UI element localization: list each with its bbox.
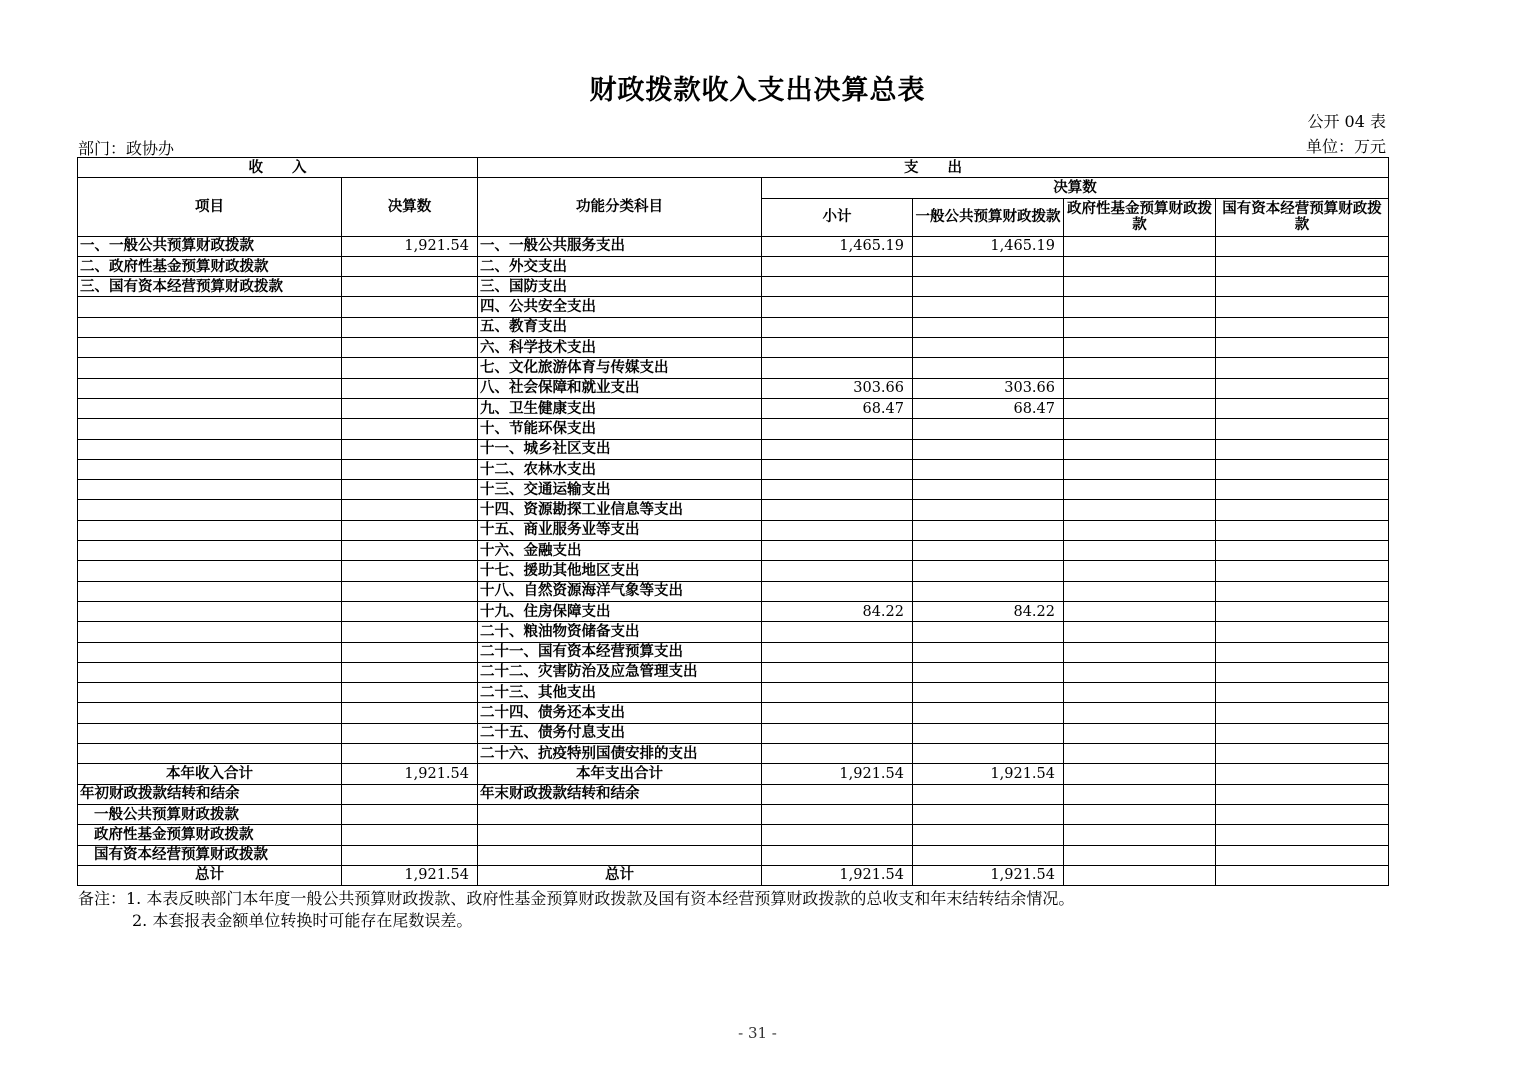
income-amount-cell: [342, 520, 478, 540]
table-row: [78, 480, 1389, 500]
income-amount-cell: [342, 784, 478, 804]
func-class-header: 功能分类科目: [478, 178, 762, 236]
income-item-cell: 国有资本经营预算财政拨款: [78, 845, 342, 865]
income-item-cell: [78, 398, 342, 418]
subtotal-cell: [762, 845, 913, 865]
income-amount-cell: [342, 845, 478, 865]
table-row: [78, 581, 1389, 601]
income-item-cell: [78, 622, 342, 642]
subtotal-cell: 1,921.54: [762, 865, 913, 885]
general-budget-cell: [913, 622, 1064, 642]
gov-fund-cell: [1064, 642, 1216, 662]
expense-item-cell: 十二、农林水支出: [478, 459, 762, 479]
income-amount-cell: [342, 317, 478, 337]
state-capital-cell: [1216, 642, 1389, 662]
table-row: [78, 703, 1389, 723]
income-amount-cell: [342, 256, 478, 276]
subtotal-cell: [762, 541, 913, 561]
expense-item-cell: 三、国防支出: [478, 277, 762, 297]
general-budget-cell: 1,465.19: [913, 236, 1064, 256]
gov-fund-cell: [1064, 236, 1216, 256]
final-accounts-table: [77, 157, 1389, 886]
state-capital-cell: [1216, 703, 1389, 723]
state-capital-cell: [1216, 784, 1389, 804]
expense-item-cell: 二、外交支出: [478, 256, 762, 276]
income-item-cell: [78, 419, 342, 439]
gov-fund-cell: [1064, 662, 1216, 682]
subtotal-cell: [762, 825, 913, 845]
subtotal-cell: [762, 480, 913, 500]
income-item-cell: [78, 317, 342, 337]
state-capital-cell: [1216, 480, 1389, 500]
income-header: 收 入: [78, 158, 478, 178]
state-capital-cell: [1216, 277, 1389, 297]
income-amount-cell: [342, 358, 478, 378]
subtotal-cell: [762, 459, 913, 479]
income-amount-cell: [342, 500, 478, 520]
income-amount-cell: [342, 561, 478, 581]
expense-item-cell: 一、一般公共服务支出: [478, 236, 762, 256]
gov-fund-cell: [1064, 480, 1216, 500]
income-item-cell: [78, 561, 342, 581]
state-capital-cell: [1216, 439, 1389, 459]
income-amount-cell: [342, 703, 478, 723]
income-item-cell: 三、国有资本经营预算财政拨款: [78, 277, 342, 297]
notes: [78, 888, 1074, 932]
subtotal-header: 小计: [762, 198, 913, 236]
expense-item-cell: 二十一、国有资本经营预算支出: [478, 642, 762, 662]
expense-item-cell: 年末财政拨款结转和结余: [478, 784, 762, 804]
income-item-cell: [78, 520, 342, 540]
state-capital-cell: [1216, 297, 1389, 317]
income-item-cell: [78, 459, 342, 479]
gov-fund-cell: [1064, 358, 1216, 378]
subtotal-cell: [762, 703, 913, 723]
general-budget-cell: [913, 480, 1064, 500]
table-row: [78, 236, 1389, 256]
gov-fund-cell: [1064, 601, 1216, 621]
subtotal-cell: [762, 297, 913, 317]
general-budget-cell: [913, 358, 1064, 378]
subtotal-cell: [762, 683, 913, 703]
expense-item-cell: 十九、住房保障支出: [478, 601, 762, 621]
expense-item-cell: 九、卫生健康支出: [478, 398, 762, 418]
gov-fund-cell: [1064, 845, 1216, 865]
expense-item-cell: 五、教育支出: [478, 317, 762, 337]
gov-fund-cell: [1064, 439, 1216, 459]
gov-fund-cell: [1064, 419, 1216, 439]
income-amount-cell: [342, 459, 478, 479]
carry-row: [78, 825, 1389, 845]
general-budget-cell: [913, 804, 1064, 824]
income-amount-cell: [342, 601, 478, 621]
table-row: [78, 277, 1389, 297]
gov-fund-cell: [1064, 703, 1216, 723]
table-row: [78, 378, 1389, 398]
expense-item-cell: 十一、城乡社区支出: [478, 439, 762, 459]
table-row: [78, 662, 1389, 682]
general-budget-cell: [913, 642, 1064, 662]
expense-item-cell: 六、科学技术支出: [478, 338, 762, 358]
amount-header: 决算数: [342, 178, 478, 236]
gov-fund-cell: [1064, 378, 1216, 398]
page-title: 财政拨款收入支出决算总表: [589, 75, 926, 106]
income-amount-cell: [342, 480, 478, 500]
income-item-cell: [78, 500, 342, 520]
income-item-cell: 本年收入合计: [78, 764, 342, 784]
state-capital-cell: [1216, 622, 1389, 642]
general-budget-cell: 68.47: [913, 398, 1064, 418]
subtotal-cell: [762, 358, 913, 378]
state-capital-cell: [1216, 561, 1389, 581]
gov-fund-cell: [1064, 500, 1216, 520]
final-amount-header: 决算数: [762, 178, 1389, 198]
general-budget-cell: 84.22: [913, 601, 1064, 621]
gov-fund-cell: [1064, 744, 1216, 764]
state-capital-cell: [1216, 845, 1389, 865]
subtotal-cell: [762, 419, 913, 439]
gov-fund-cell: [1064, 723, 1216, 743]
table-row: [78, 744, 1389, 764]
table-row: [78, 541, 1389, 561]
income-item-cell: [78, 723, 342, 743]
subtotal-cell: 68.47: [762, 398, 913, 418]
income-item-cell: [78, 703, 342, 723]
general-budget-cell: [913, 277, 1064, 297]
unit-label: 单位：万元: [1305, 137, 1386, 156]
subtotal-cell: [762, 317, 913, 337]
table-row: [78, 317, 1389, 337]
income-amount-cell: [342, 297, 478, 317]
income-item-cell: [78, 297, 342, 317]
gov-fund-cell: [1064, 683, 1216, 703]
expense-item-cell: 二十五、债务付息支出: [478, 723, 762, 743]
income-item-cell: [78, 683, 342, 703]
expense-header: 支 出: [478, 158, 1389, 178]
subtotal-cell: [762, 500, 913, 520]
table-row: [78, 419, 1389, 439]
subtotal-cell: [762, 622, 913, 642]
subtotal-cell: [762, 520, 913, 540]
table-row: [78, 500, 1389, 520]
subtotal-cell: 84.22: [762, 601, 913, 621]
income-amount-cell: [342, 541, 478, 561]
subtotal-cell: [762, 723, 913, 743]
table-row: [78, 561, 1389, 581]
subtotal-cell: [762, 581, 913, 601]
state-capital-cell: [1216, 662, 1389, 682]
state-capital-cell: [1216, 520, 1389, 540]
general-budget-cell: [913, 459, 1064, 479]
state-capital-cell: [1216, 500, 1389, 520]
income-item-cell: [78, 439, 342, 459]
state-capital-cell: [1216, 581, 1389, 601]
table-row: [78, 338, 1389, 358]
general-budget-cell: 1,921.54: [913, 865, 1064, 885]
carry-row: [78, 784, 1389, 804]
gov-fund-cell: [1064, 256, 1216, 276]
income-amount-cell: [342, 723, 478, 743]
general-budget-cell: [913, 581, 1064, 601]
general-budget-cell: 1,921.54: [913, 764, 1064, 784]
table-row: [78, 358, 1389, 378]
general-budget-cell: [913, 419, 1064, 439]
gov-fund-cell: [1064, 297, 1216, 317]
expense-item-cell: 二十二、灾害防治及应急管理支出: [478, 662, 762, 682]
note-line-2: 2. 本套报表金额单位转换时可能存在尾数误差。: [132, 911, 473, 930]
expense-item-cell: [478, 825, 762, 845]
carry-row: [78, 845, 1389, 865]
state-capital-cell: [1216, 419, 1389, 439]
form-number: 公开 04 表: [1307, 112, 1386, 131]
expense-item-cell: 七、文化旅游体育与传媒支出: [478, 358, 762, 378]
general-budget-cell: [913, 338, 1064, 358]
income-item-cell: [78, 744, 342, 764]
subtotal-cell: [762, 744, 913, 764]
expense-item-cell: 十八、自然资源海洋气象等支出: [478, 581, 762, 601]
gov-fund-cell: [1064, 784, 1216, 804]
gov-fund-cell: [1064, 459, 1216, 479]
note-line-1: 备注：1. 本表反映部门本年度一般公共预算财政拨款、政府性基金预算财政拨款及国有资本经营预算财政拨款的总收支和年末结转结余情况。: [78, 889, 1075, 908]
income-amount-cell: 1,921.54: [342, 865, 478, 885]
state-capital-cell: [1216, 459, 1389, 479]
general-budget-cell: [913, 723, 1064, 743]
general-budget-cell: [913, 256, 1064, 276]
subtotal-cell: [762, 439, 913, 459]
income-item-cell: [78, 662, 342, 682]
gov-fund-cell: [1064, 520, 1216, 540]
general-budget-cell: [913, 520, 1064, 540]
subtotal-cell: [762, 338, 913, 358]
state-capital-cell: [1216, 398, 1389, 418]
income-amount-cell: [342, 825, 478, 845]
general-budget-cell: [913, 439, 1064, 459]
income-amount-cell: [342, 439, 478, 459]
general-budget-cell: [913, 662, 1064, 682]
state-capital-cell: [1216, 378, 1389, 398]
income-amount-cell: [342, 378, 478, 398]
carry-row: [78, 804, 1389, 824]
state-capital-cell: [1216, 683, 1389, 703]
item-header: 项目: [78, 178, 342, 236]
income-item-cell: [78, 601, 342, 621]
expense-item-cell: 四、公共安全支出: [478, 297, 762, 317]
income-item-cell: [78, 358, 342, 378]
income-item-cell: 政府性基金预算财政拨款: [78, 825, 342, 845]
income-amount-cell: [342, 419, 478, 439]
state-capital-cell: [1216, 825, 1389, 845]
general-budget-cell: [913, 297, 1064, 317]
expense-item-cell: 十五、商业服务业等支出: [478, 520, 762, 540]
state-capital-cell: [1216, 358, 1389, 378]
gov-fund-cell: [1064, 398, 1216, 418]
table-row: [78, 683, 1389, 703]
table-row: [78, 622, 1389, 642]
grand-total-row: [78, 865, 1389, 885]
expense-item-cell: 二十六、抗疫特别国债安排的支出: [478, 744, 762, 764]
income-amount-cell: [342, 277, 478, 297]
general-budget-cell: [913, 541, 1064, 561]
table-row: [78, 297, 1389, 317]
state-capital-cell: [1216, 236, 1389, 256]
subtotal-cell: [762, 804, 913, 824]
gov-fund-cell: [1064, 825, 1216, 845]
subtotal-cell: [762, 784, 913, 804]
general-budget-header: 一般公共预算财政拨款: [913, 198, 1064, 236]
income-amount-cell: [342, 338, 478, 358]
state-capital-cell: [1216, 764, 1389, 784]
general-budget-cell: [913, 784, 1064, 804]
income-item-cell: [78, 378, 342, 398]
subtotal-cell: [762, 642, 913, 662]
general-budget-cell: 303.66: [913, 378, 1064, 398]
table-row: [78, 642, 1389, 662]
header-row-2: [78, 178, 1389, 198]
income-amount-cell: [342, 622, 478, 642]
income-item-cell: [78, 581, 342, 601]
income-item-cell: [78, 541, 342, 561]
general-budget-cell: [913, 317, 1064, 337]
general-budget-cell: [913, 825, 1064, 845]
table-row: [78, 439, 1389, 459]
department-label: 部门：政协办: [78, 139, 175, 158]
gov-fund-cell: [1064, 581, 1216, 601]
expense-item-cell: 十四、资源勘探工业信息等支出: [478, 500, 762, 520]
income-amount-cell: [342, 804, 478, 824]
general-budget-cell: [913, 683, 1064, 703]
header-row-1: [78, 158, 1389, 178]
table-row: [78, 723, 1389, 743]
income-amount-cell: [342, 642, 478, 662]
expense-item-cell: 二十三、其他支出: [478, 683, 762, 703]
gov-fund-cell: [1064, 622, 1216, 642]
income-item-cell: 年初财政拨款结转和结余: [78, 784, 342, 804]
table-row: [78, 520, 1389, 540]
gov-fund-cell: [1064, 804, 1216, 824]
expense-item-cell: 二十四、债务还本支出: [478, 703, 762, 723]
subtotal-cell: [762, 662, 913, 682]
expense-item-cell: 总计: [478, 865, 762, 885]
state-capital-cell: [1216, 601, 1389, 621]
expense-item-cell: 十、节能环保支出: [478, 419, 762, 439]
expense-item-cell: 二十、粮油物资储备支出: [478, 622, 762, 642]
gov-fund-cell: [1064, 338, 1216, 358]
income-amount-cell: [342, 683, 478, 703]
income-item-cell: [78, 642, 342, 662]
expense-item-cell: [478, 804, 762, 824]
subtotal-cell: [762, 256, 913, 276]
gov-fund-cell: [1064, 541, 1216, 561]
income-item-cell: 一般公共预算财政拨款: [78, 804, 342, 824]
income-amount-cell: [342, 581, 478, 601]
income-amount-cell: 1,921.54: [342, 236, 478, 256]
state-capital-cell: [1216, 317, 1389, 337]
income-amount-cell: [342, 744, 478, 764]
gov-fund-header: 政府性基金预算财政拨款: [1064, 198, 1216, 236]
income-item-cell: [78, 338, 342, 358]
expense-item-cell: 八、社会保障和就业支出: [478, 378, 762, 398]
income-item-cell: 二、政府性基金预算财政拨款: [78, 256, 342, 276]
subtotal-cell: 1,921.54: [762, 764, 913, 784]
state-capital-cell: [1216, 256, 1389, 276]
expense-item-cell: 十六、金融支出: [478, 541, 762, 561]
gov-fund-cell: [1064, 865, 1216, 885]
income-item-cell: [78, 480, 342, 500]
subtotal-cell: 303.66: [762, 378, 913, 398]
state-capital-header: 国有资本经营预算财政拨款: [1216, 198, 1389, 236]
state-capital-cell: [1216, 541, 1389, 561]
expense-item-cell: 本年支出合计: [478, 764, 762, 784]
income-amount-cell: 1,921.54: [342, 764, 478, 784]
gov-fund-cell: [1064, 561, 1216, 581]
table-row: [78, 601, 1389, 621]
expense-item-cell: 十三、交通运输支出: [478, 480, 762, 500]
state-capital-cell: [1216, 338, 1389, 358]
gov-fund-cell: [1064, 277, 1216, 297]
subtotal-cell: [762, 561, 913, 581]
subtotal-cell: [762, 277, 913, 297]
state-capital-cell: [1216, 865, 1389, 885]
subtotal-cell: 1,465.19: [762, 236, 913, 256]
gov-fund-cell: [1064, 764, 1216, 784]
table-row: [78, 256, 1389, 276]
page-number: - 31 -: [738, 1024, 777, 1042]
table-row: [78, 459, 1389, 479]
general-budget-cell: [913, 744, 1064, 764]
general-budget-cell: [913, 845, 1064, 865]
expense-item-cell: 十七、援助其他地区支出: [478, 561, 762, 581]
table-row: [78, 398, 1389, 418]
general-budget-cell: [913, 500, 1064, 520]
income-item-cell: 总计: [78, 865, 342, 885]
general-budget-cell: [913, 561, 1064, 581]
income-item-cell: 一、一般公共预算财政拨款: [78, 236, 342, 256]
general-budget-cell: [913, 703, 1064, 723]
state-capital-cell: [1216, 744, 1389, 764]
gov-fund-cell: [1064, 317, 1216, 337]
income-amount-cell: [342, 398, 478, 418]
income-amount-cell: [342, 662, 478, 682]
year-total-row: [78, 764, 1389, 784]
state-capital-cell: [1216, 723, 1389, 743]
state-capital-cell: [1216, 804, 1389, 824]
expense-item-cell: [478, 845, 762, 865]
